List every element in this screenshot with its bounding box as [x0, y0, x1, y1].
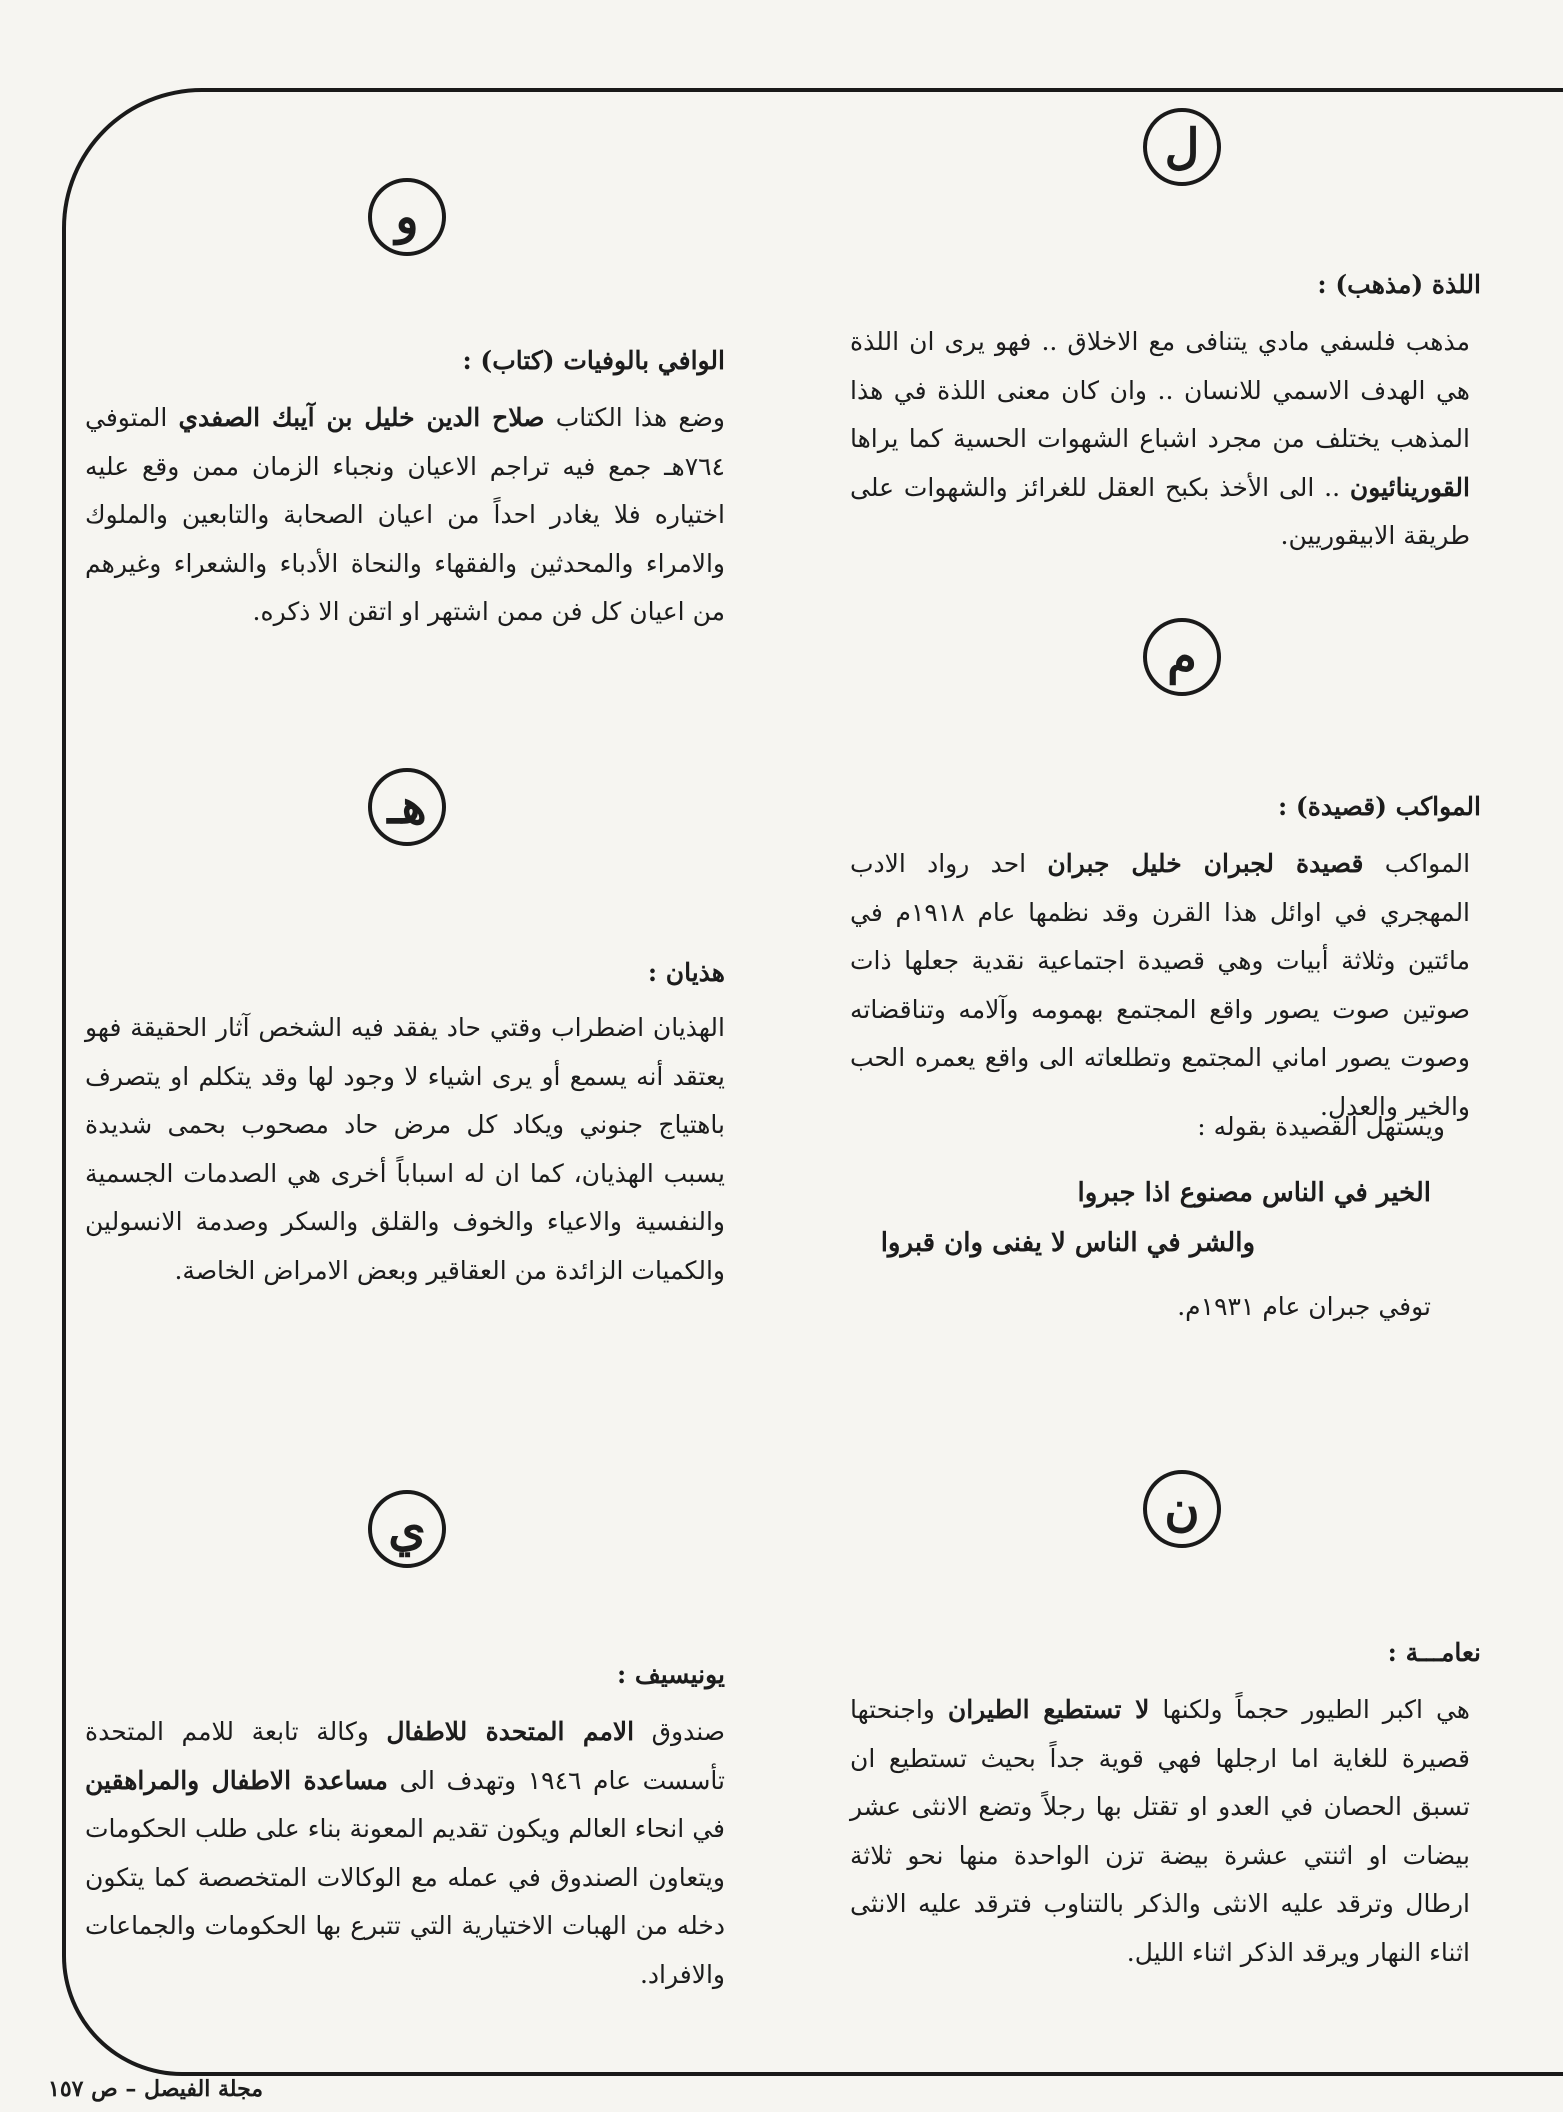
para-unicef: صندوق الامم المتحدة للاطفال وكالة تابعة للامم المتحدة تأسست عام ١٩٤٦ وتهدف الى مساعدة الاطفال والمراهقين في انحاء العالم ويكون تقديم المعونة بناء على طلب الحكومات ويتعاون الصندوق في عمله مع الوكالات المتخصصة كما يتكون دخله من الهبات الاختيارية التي تتبرع بها الحكومات والجماعات والافراد. [85, 1717, 726, 1989]
para-mawakib: المواكب قصيدة لجبران خليل جبران احد رواد الادب المهجري في اوائل هذا القرن وقد نظمها عام ١٩١٨م في مائتين وثلاثة أبيات وهي قصيدة اجتماعية نقدية جعلها ذات صوتين صوت يصور واقع المجتمع بهمومه وآلامه وتناقضاته وصوت يصور اماني المجتمع وتطلعاته الى واقع يعمره الحب والخير والعدل. [850, 849, 1471, 1121]
letter-lam-badge [1143, 108, 1221, 186]
letter-ha: هـ [387, 779, 427, 835]
para-naama: هي اكبر الطيور حجماً ولكنها لا تستطيع الطيران واجنحتها قصيرة للغاية اما ارجلها فهي قوية جداً بحيث تستطيع ان تسبق الحصان في العدو او تقتل بها رجلاً وتضع الانثى عشر بيضات او اثنتي عشرة بيضة تزن الواحدة منها نحو ثلاثة ارطال وترقد عليه الانثى والذكر بالتناوب فترقد عليه الانثى اثناء النهار ويرقد الذكر اثناء الليل. [850, 1695, 1470, 1967]
jubran-death: توفي جبران عام ١٩٣١م. [1177, 1292, 1431, 1321]
heading-unicef: يونيسيف : [616, 1660, 725, 1689]
letter-lam: ل [1164, 119, 1200, 175]
page-footer: مجلة الفيصل – ص ١٥٧ [48, 2076, 264, 2102]
heading-naama: نعامـــة : [1387, 1638, 1481, 1667]
poem-verse-1: الخير في الناس مصنوع اذا جبروا [1077, 1178, 1431, 1208]
letter-ha-badge [368, 768, 446, 846]
letter-ya-badge [368, 1490, 446, 1568]
poem-verse-2: والشر في الناس لا يفنى وان قبروا [880, 1228, 1255, 1258]
letter-ya: ي [388, 1501, 426, 1557]
heading-hadhayan: هذيان : [647, 958, 725, 987]
letter-waw-badge [368, 178, 446, 256]
heading-mawakib: المواكب (قصيدة) : [1277, 792, 1481, 821]
heading-wafi: الوافي بالوفيات (كتاب) : [462, 346, 725, 375]
letter-waw: و [395, 189, 419, 245]
letter-mim: م [1167, 629, 1197, 685]
letter-nun: ن [1164, 1481, 1200, 1537]
para-hadhayan: الهذيان اضطراب وقتي حاد يفقد فيه الشخص آثار الحقيقة فهو يعتقد أنه يسمع أو يرى اشياء لا وجود لها وقد يتكلم او يتصرف باهتياج جنوني ويكاد كل مرض حاد مصحوب بحمى شديدة يسبب الهذيان، كما ان له اسباباً أخرى هي الصدمات الجسمية والنفسية والاعياء والخوف والقلق والسكر وصدمة الانسولين والكميات الزائدة من العقاقير وبعض الامراض الخاصة. [85, 1013, 725, 1285]
heading-lazza: اللذة (مذهب) : [1317, 270, 1481, 299]
para-lazza: مذهب فلسفي مادي يتنافى مع الاخلاق .. فهو يرى ان اللذة هي الهدف الاسمي للانسان .. وان كان معنى اللذة في هذا المذهب يختلف من مجرد اشباع الشهوات الحسية كما يراها القورينائيون .. الى الأخذ بكبح العقل للغرائز والشهوات على طريقة الابيقوريين. [850, 327, 1470, 550]
letter-mim-badge [1143, 618, 1221, 696]
para-wafi: وضع هذا الكتاب صلاح الدين خليل بن آيبك الصفدي المتوفي ٧٦٤هـ جمع فيه تراجم الاعيان ونجباء الزمان ممن وقع عليه اختياره فلا يغادر احداً من اعيان الصحابة والتابعين والملوك والامراء والمحدثين والفقهاء والنحاة الأدباء والشعراء وغيرهم من اعيان كل فن ممن اشتهر او اتقن الا ذكره. [85, 403, 725, 626]
poem-intro: ويستهل القصيدة بقوله : [1197, 1112, 1445, 1141]
letter-nun-badge [1143, 1470, 1221, 1548]
